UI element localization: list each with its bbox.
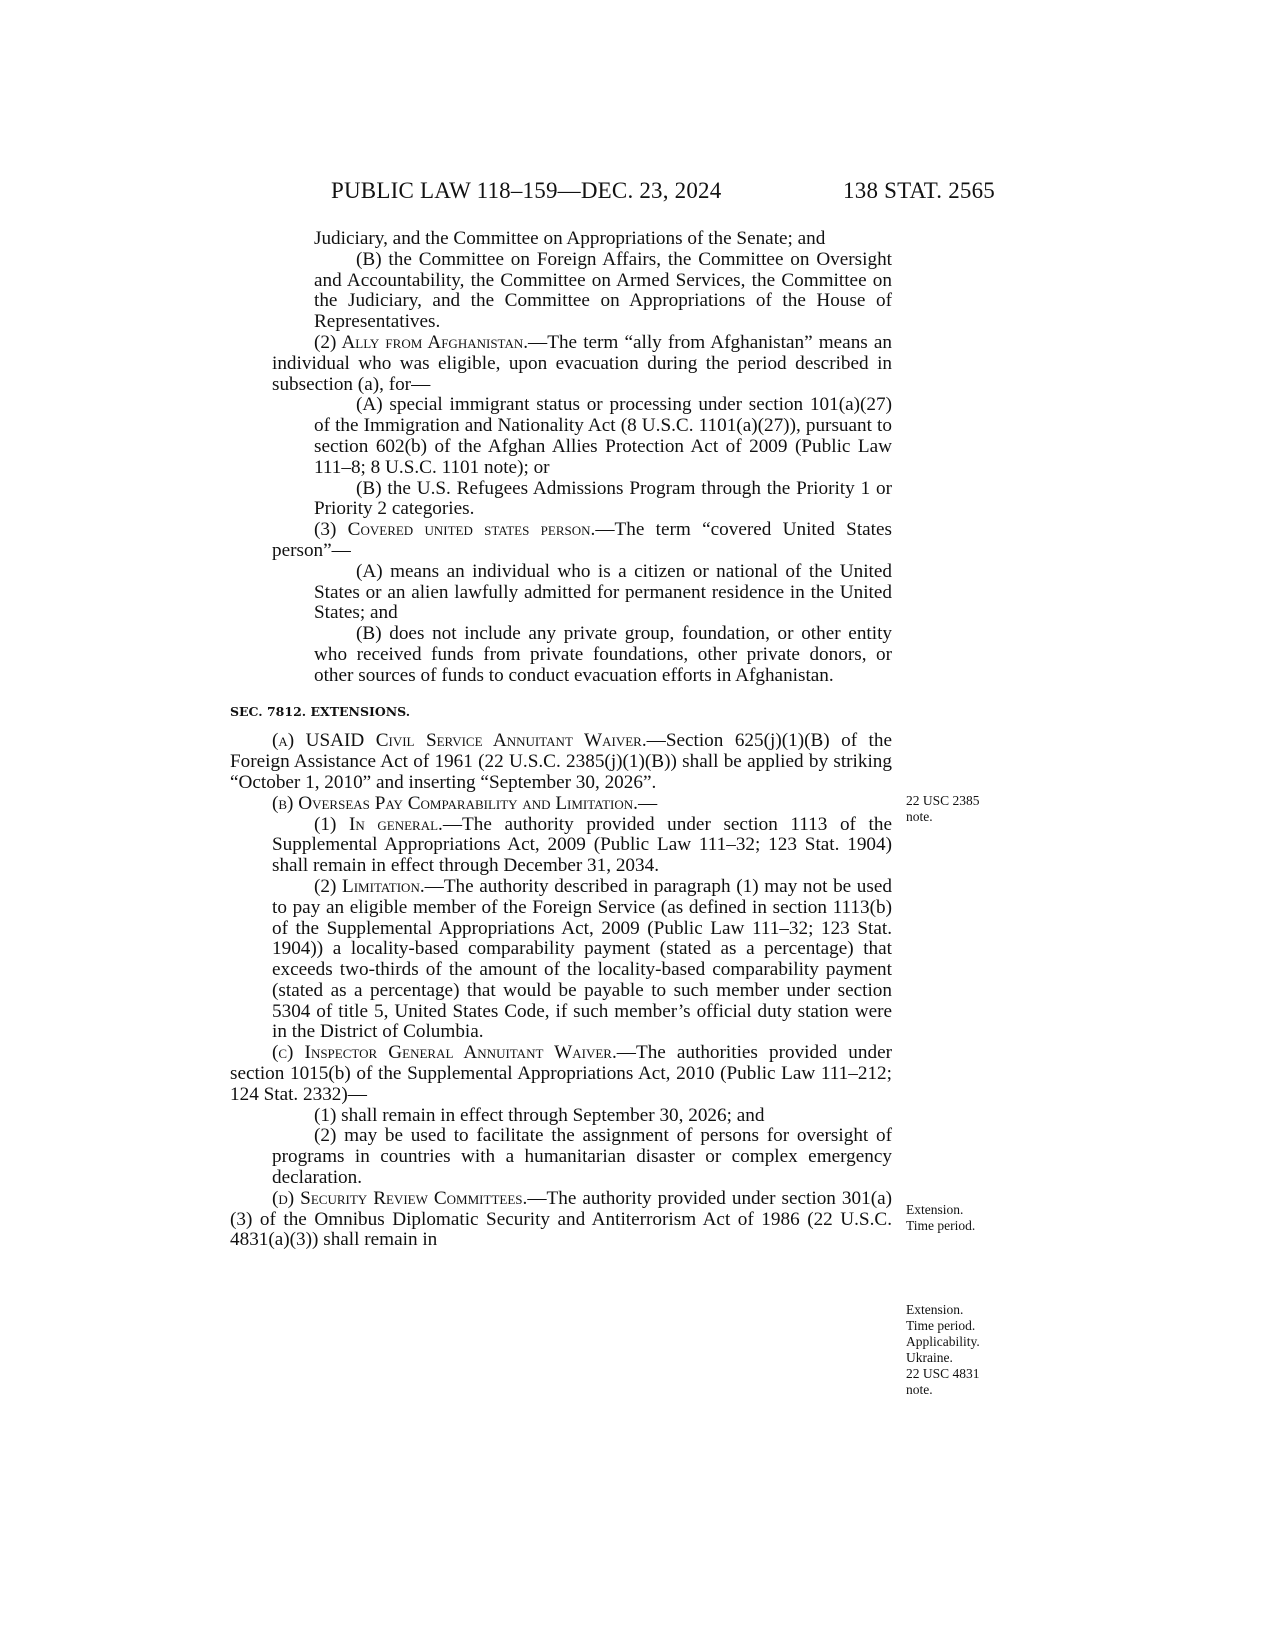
paragraph-in-general (230, 815, 892, 877)
in-general-heading: (1) In general. (314, 813, 443, 835)
limitation-heading: (2) Limitation. (314, 875, 425, 897)
covered-text: —The term “covered United States person”— (272, 519, 892, 561)
running-header-title: PUBLIC LAW 118–159—DEC. 23, 2024 (331, 178, 722, 203)
paragraph-refugee-program: (B) the U.S. Refugees Admissions Program through the Priority 1 or Priority 2 categories. (314, 477, 892, 520)
paragraph-senate-committees-cont: Judiciary, and the Committee on Appropriations of the Senate; and (314, 228, 826, 249)
overseas-text: — (637, 792, 658, 814)
inspector-text: —The authorities provided under section 1015(b) of the Supplemental Appropriations Act, 2010 (Public Law 111–212; 124 Stat. 2332)— (230, 1042, 892, 1105)
paragraph-inspector-general (230, 1043, 892, 1105)
ally-text: —The term “ally from Afghanistan” means an individual who was eligible, upon evacuation during the period described in subsection (a), for— (272, 331, 892, 395)
margin-note-line: Applicability. (906, 1334, 980, 1349)
paragraph-overseas-pay (230, 794, 892, 815)
usaid-heading: (a) USAID Civil Service Annuitant Waiver. (272, 730, 647, 752)
paragraph-citizen-national: (A) means an individual who is a citizen or national of the United States or an alien lawfully admitted for permanent residence in the United States; and (314, 560, 892, 624)
paragraph-security-review (230, 1189, 892, 1251)
paragraph-ally-definition (230, 333, 892, 395)
margin-note-line: Time period. (906, 1218, 976, 1233)
margin-note-line: Time period. (906, 1318, 976, 1333)
paragraph-house-committees: (B) the Committee on Foreign Affairs, the Committee on Oversight and Accountability, the Committee on Armed Services, the Committee on the Judiciary, and the Committee on Appropriations of the House of Representatives. (314, 248, 892, 333)
margin-note-line: Extension. (906, 1302, 964, 1317)
margin-note-line: note. (906, 809, 933, 824)
paragraph-private-group: (B) does not include any private group, foundation, or other entity who received funds from private foundations, other private donors, or other sources of funds to conduct evacuation efforts in Afghanistan. (314, 623, 892, 686)
security-text: —The authority provided under section 301(a)(3) of the Omnibus Diplomatic Security and Antiterrorism Act of 1986 (22 U.S.C. 4831(a)(3)) shall remain in (230, 1187, 892, 1251)
paragraph-covered-person (230, 520, 892, 562)
body-text (230, 229, 892, 1251)
paragraph-remain-in-effect: (1) shall remain in effect through September 30, 2026; and (314, 1104, 765, 1126)
paragraph-limitation (230, 877, 892, 1043)
margin-note-line: Extension. (906, 1202, 964, 1217)
in-general-text: —The authority provided under section 1113 of the Supplemental Appropriations Act, 2009 (Public Law 111–32; 123 Stat. 1904) shall remain in effect through December 31, 2034. (272, 813, 892, 877)
overseas-heading: (b) Overseas Pay Comparability and Limitation. (272, 792, 638, 814)
paragraph-assignment-persons: (2) may be used to facilitate the assignment of persons for oversight of programs in countries with a humanitarian disaster or complex emergency declaration. (272, 1125, 892, 1189)
security-heading: (d) Security Review Committees. (272, 1187, 528, 1209)
paragraph-usaid-waiver (230, 731, 892, 793)
margin-note-line: Ukraine. (906, 1350, 953, 1365)
margin-note-usc-2385 (906, 793, 1016, 825)
covered-heading: (3) Covered united states person. (314, 519, 596, 541)
margin-note-extension-2 (906, 1302, 1016, 1398)
limitation-text: —The authority described in paragraph (1) may not be used to pay an eligible member of the Foreign Service (as defined in section 1113(b) of the Supplemental Appropriations Act, 2009 (Public Law 111–32; 123 Stat. 1904)) a locality-based comparability payment (stated as a percentage) that exceeds two-thirds of the amount of the locality-based comparability payment (stated as a percentage) that would be payable to such member under section 5304 of title 5, United States Code, if such member’s official duty station were in the District of Columbia. (272, 875, 892, 1043)
margin-note-line: note. (906, 1382, 933, 1397)
section-heading: SEC. 7812. EXTENSIONS. (230, 703, 411, 719)
page-number: 138 STAT. 2565 (843, 178, 995, 203)
usaid-text: —Section 625(j)(1)(B) of the Foreign Assistance Act of 1961 (22 U.S.C. 2385(j)(1)(B)) shall be applied by striking “October 1, 2010” and inserting “September 30, 2026”. (230, 730, 892, 793)
margin-note-line: 22 USC 4831 (906, 1366, 980, 1381)
paragraph-special-immigrant: (A) special immigrant status or processing under section 101(a)(27) of the Immigration and Nationality Act (8 U.S.C. 1101(a)(27)), pursuant to section 602(b) of the Afghan Allies Protection Act of 2009 (Public Law 111–8; 8 U.S.C. 1101 note); or (314, 394, 892, 478)
margin-note-extension-1 (906, 1202, 1016, 1234)
inspector-heading: (c) Inspector General Annuitant Waiver. (272, 1042, 617, 1064)
ally-heading: (2) Ally from Afghanistan. (314, 331, 529, 353)
margin-note-line: 22 USC 2385 (906, 793, 980, 808)
